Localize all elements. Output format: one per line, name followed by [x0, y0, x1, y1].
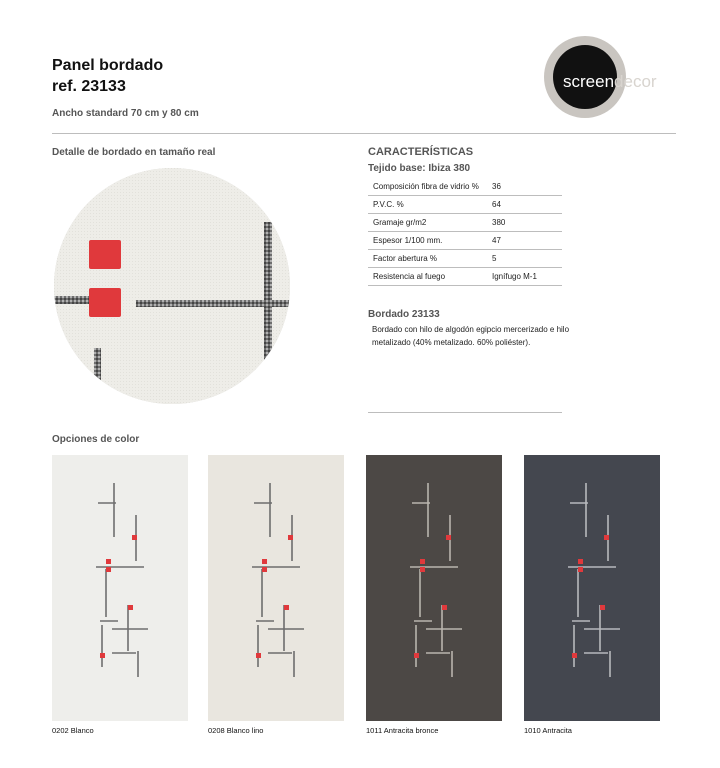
- swatch-background: [366, 455, 502, 721]
- spec-value: Ignífugo M-1: [482, 268, 562, 286]
- spec-label: Resistencia al fuego: [368, 268, 482, 286]
- color-swatch-pattern: [52, 455, 188, 721]
- color-swatch-antracita-bronce[interactable]: [366, 455, 502, 721]
- section-divider: [368, 412, 562, 413]
- spec-label: P.V.C. %: [368, 196, 482, 214]
- color-caption: 0202 Blanco: [52, 726, 94, 735]
- product-reference: ref. 23133: [52, 78, 126, 95]
- embroidery-red-square: [262, 559, 267, 564]
- brand-logo: [563, 72, 657, 92]
- embroidery-red-square: [100, 653, 105, 658]
- embroidery-red-square: [414, 653, 419, 658]
- embroidery-red-square: [442, 605, 447, 610]
- embroidery-red-square: [420, 567, 425, 572]
- table-row: [368, 178, 562, 196]
- embroidery-red-square: [578, 567, 583, 572]
- embroidery-red-square: [106, 559, 111, 564]
- embroidery-red-square: [578, 559, 583, 564]
- color-caption: 0208 Blanco lino: [208, 726, 264, 735]
- color-swatch-pattern: [208, 455, 344, 721]
- base-fabric-label: Tejido base: Ibiza 380: [368, 163, 471, 174]
- embroidery-red-square: [288, 535, 293, 540]
- spec-label: Gramaje gr/m2: [368, 214, 482, 232]
- color-swatch-blanco[interactable]: [52, 455, 188, 721]
- embroidery-red-square: [262, 567, 267, 572]
- color-swatch-pattern: [366, 455, 502, 721]
- embroidery-red-square: [446, 535, 451, 540]
- characteristics-title: CARACTERÍSTICAS: [368, 146, 474, 158]
- logo-text-decor: decor: [614, 72, 657, 91]
- swatch-background: [524, 455, 660, 721]
- spec-label: Espesor 1/100 mm.: [368, 232, 482, 250]
- embroidery-red-square: [256, 653, 261, 658]
- embroidery-title: Bordado 23133: [368, 309, 440, 320]
- embroidery-red-square: [284, 605, 289, 610]
- embroidery-detail-image: [54, 168, 290, 404]
- color-caption: 1011 Antracita bronce: [366, 726, 439, 735]
- embroidery-red-square: [600, 605, 605, 610]
- spec-value: 36: [482, 178, 562, 196]
- header-divider: [52, 133, 676, 134]
- table-row: [368, 214, 562, 232]
- table-row: [368, 196, 562, 214]
- spec-label: Factor abertura %: [368, 250, 482, 268]
- logo-text-screen: screen: [563, 72, 615, 91]
- spec-value: 47: [482, 232, 562, 250]
- embroidery-red-square: [572, 653, 577, 658]
- swatch-background: [52, 455, 188, 721]
- product-title: Panel bordado: [52, 57, 164, 74]
- detail-label: Detalle de bordado en tamaño real: [52, 147, 216, 158]
- color-swatch-blanco-lino[interactable]: [208, 455, 344, 721]
- embroidery-red-square: [128, 605, 133, 610]
- spec-value: 380: [482, 214, 562, 232]
- embroidery-red-square: [106, 567, 111, 572]
- table-row: [368, 232, 562, 250]
- color-options-label: Opciones de color: [52, 434, 140, 445]
- specifications-table: [368, 178, 562, 286]
- product-width-note: Ancho standard 70 cm y 80 cm: [52, 108, 199, 119]
- embroidery-red-square: [604, 535, 609, 540]
- color-caption: 1010 Antracita: [524, 726, 572, 735]
- color-swatch-pattern: [524, 455, 660, 721]
- swatch-background: [208, 455, 344, 721]
- spec-label: Composición fibra de vidrio %: [368, 178, 482, 196]
- embroidery-red-square: [132, 535, 137, 540]
- table-row: [368, 250, 562, 268]
- spec-value: 64: [482, 196, 562, 214]
- spec-value: 5: [482, 250, 562, 268]
- embroidery-description: Bordado con hilo de algodón egipcio mercerizado e hilo metalizado (40% metalizado. 60% poliéster).: [372, 325, 570, 347]
- table-row: [368, 268, 562, 286]
- color-swatch-antracita[interactable]: [524, 455, 660, 721]
- embroidery-detail-graphic: [54, 168, 290, 404]
- embroidery-red-square: [420, 559, 425, 564]
